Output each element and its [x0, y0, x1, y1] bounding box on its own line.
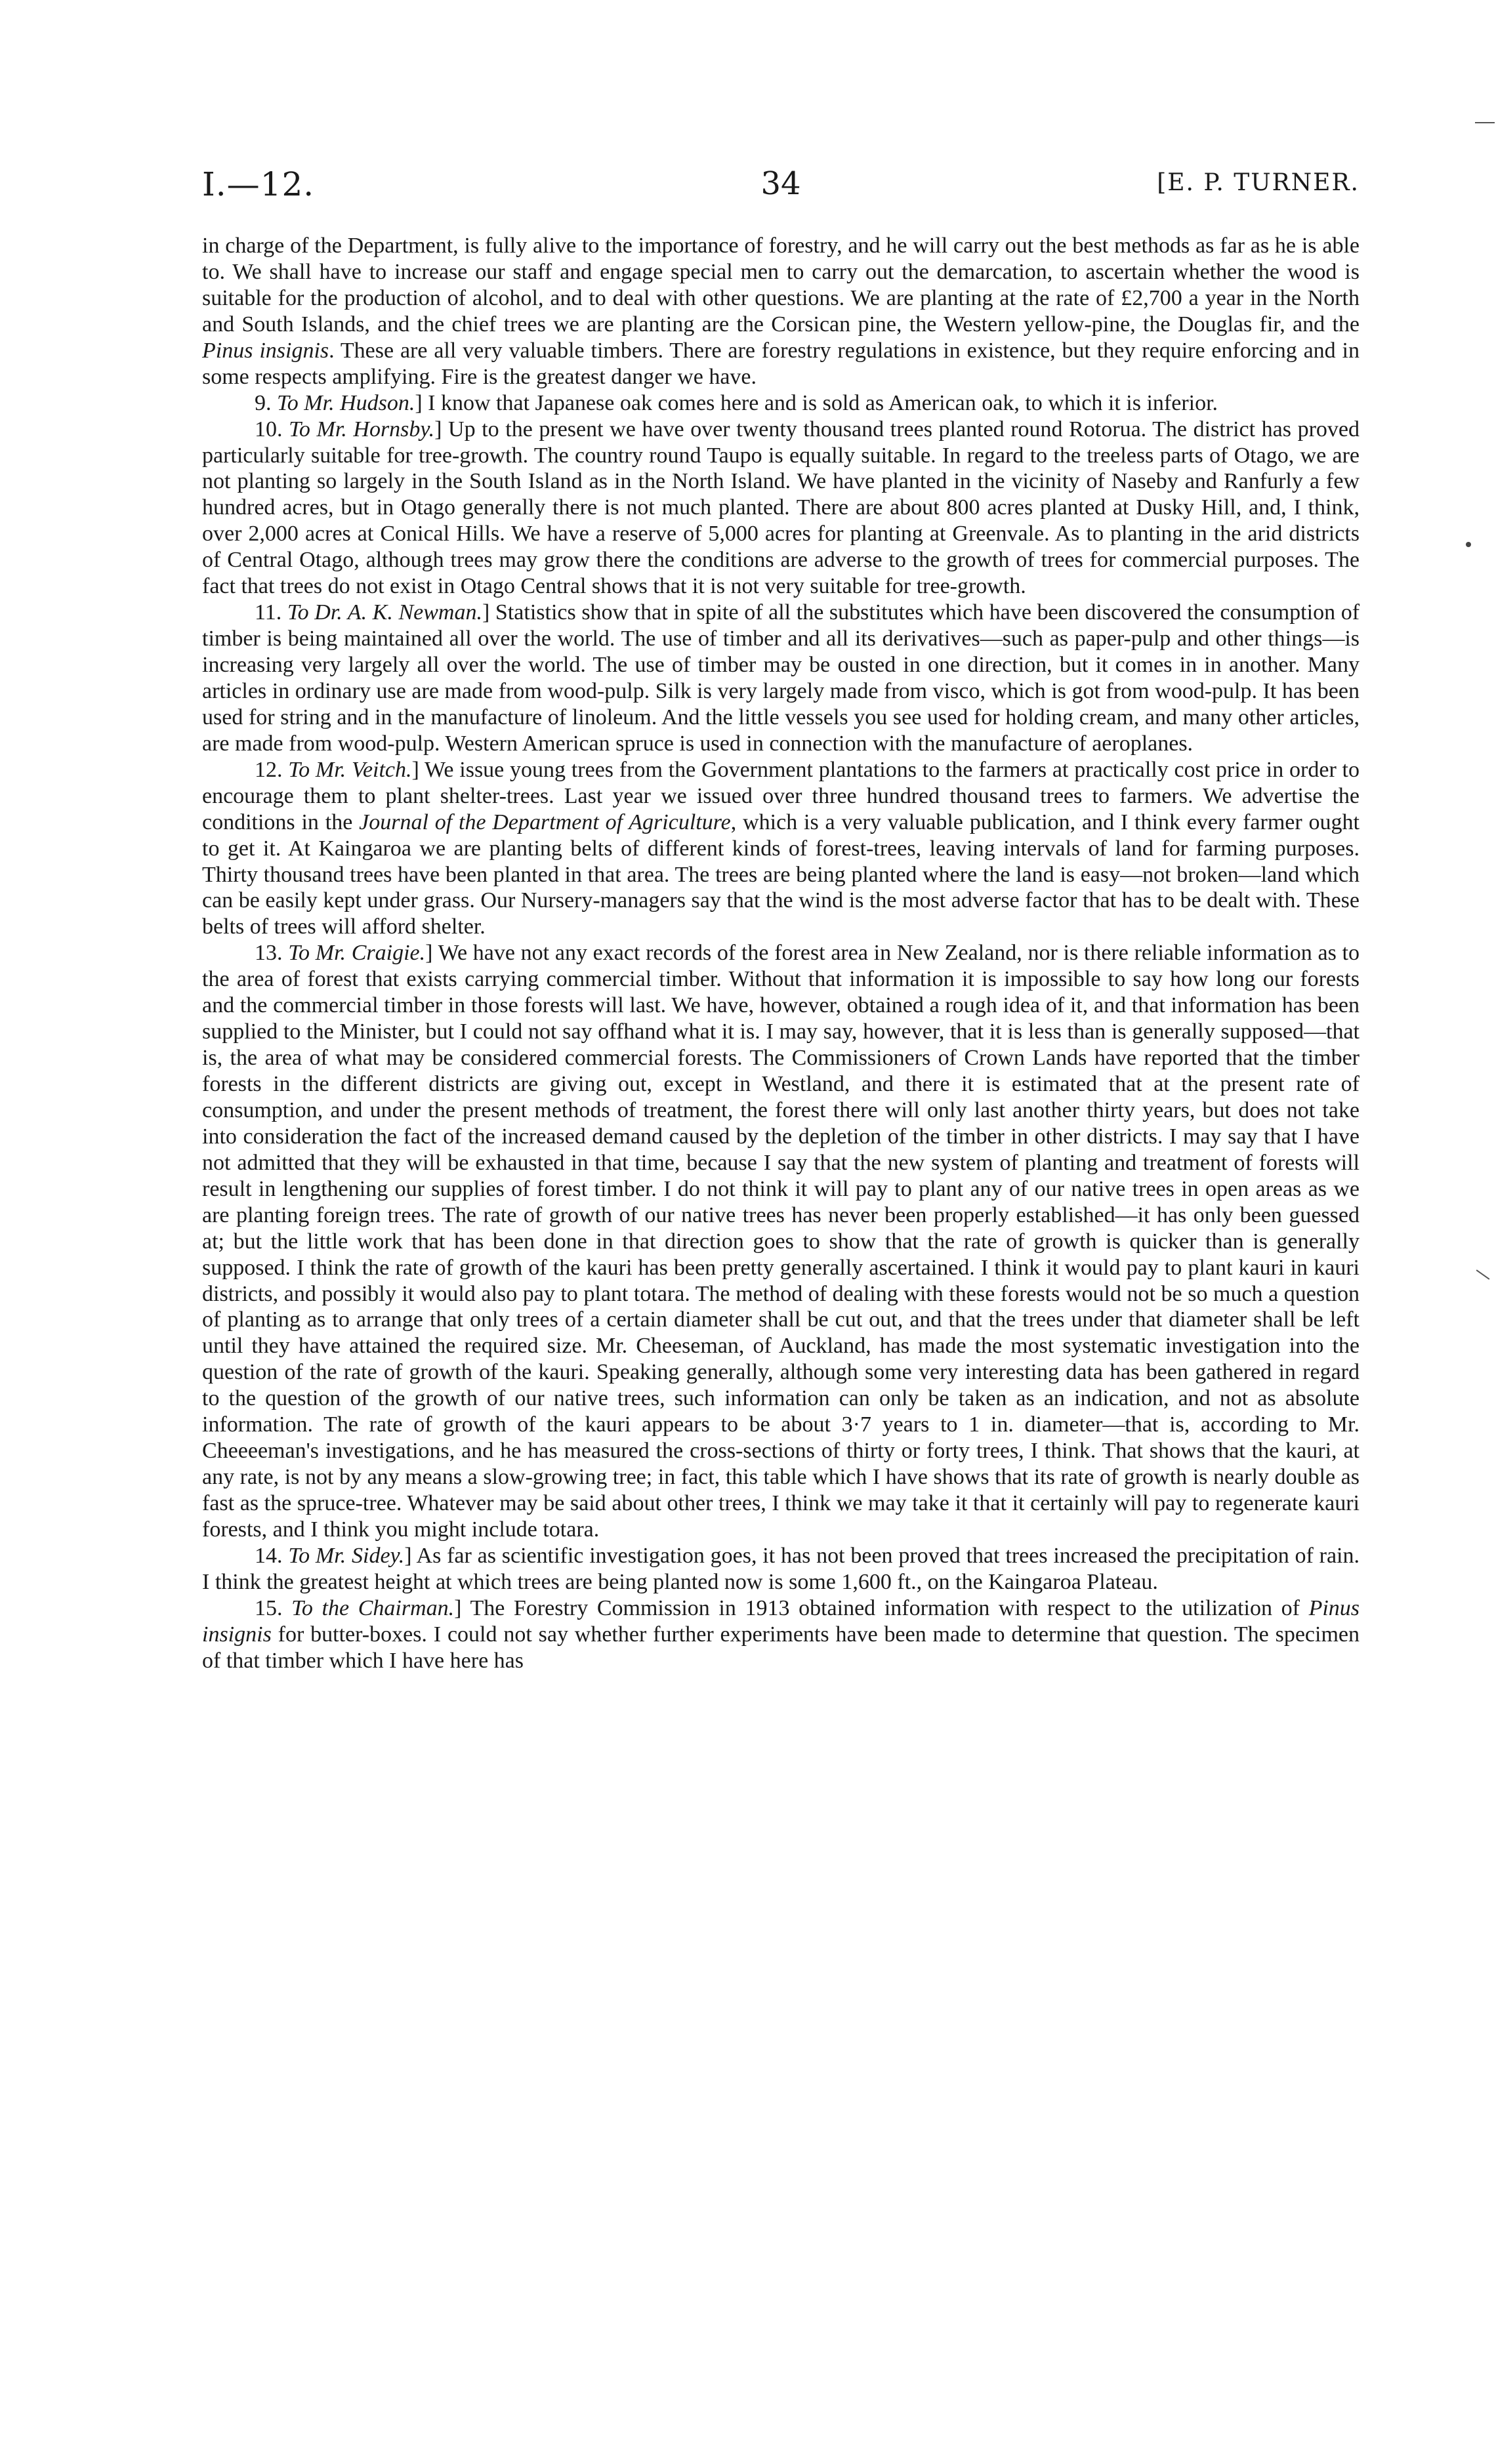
- page-header: [202, 165, 1360, 211]
- margin-mark: [1475, 122, 1495, 123]
- parliamentary-paper-reference: I.—12.: [202, 165, 315, 203]
- witness-name: [E. P. TURNER.: [1157, 169, 1360, 196]
- paragraph-13: 13. To Mr. Craigie.] We have not any exact records of the forest area in New Zealand, nor is there reliable information as to the area of forest that exists carrying commercial timber. Without that information it is impossible to say how long our forests and the commercial timber in those forests will last. We have, however, obtained a rough idea of it, and that information has been supplied to the Minister, but I could not say offhand what it is. I may say, however, that it is less than is generally supposed—that is, the area of what may be considered commercial forests. The Commissioners of Crown Lands have reported that the timber forests in the different districts are giving out, except in Westland, and there it is estimated that at the present rate of consumption, and under the present methods of treatment, the forest there will only last another thirty years, but does not take into consideration the fact of the increased demand caused by the depletion of the timber in other districts. I may say that I have not admitted that they will be exhausted in that time, because I say that the new system of planting and treatment of forests will result in lengthening our supplies of forest timber. I do not think it will pay to plant any of our native trees in open areas as we are planting foreign trees. The rate of growth of our native trees has never been properly established—it has only been guessed at; but the little work that has been done in that direction goes to show that the rate of growth is quicker than is generally supposed. I think the rate of growth of the kauri has been pretty generally ascertained. I think it would pay to plant kauri in kauri districts, and possibly it would also pay to plant totara. The method of dealing with these forests would not be so much a question of planting as to arrange that only trees of a certain diameter shall be cut out, and that the trees under that diameter shall be left until they have attained the required size. Mr. Cheeseman, of Auckland, has made the most systematic investigation into the question of the rate of growth of the kauri. Speaking generally, although some very interesting data has been gathered in regard to the question of the growth of our native trees, such information can only be taken as an indication, and not as absolute information. The rate of growth of the kauri appears to be about 3·7 years to 1 in. diameter—that is, according to Mr. Cheeeeman's investigations, and he has measured the cross-sections of thirty or forty trees, I think. That shows that the kauri, at any rate, is not by any means a slow-growing tree; in fact, this table which I have shows that its rate of growth is nearly double as fast as the spruce-tree. Whatever may be said about other trees, I think we may take it that it certainly will pay to regenerate kauri forests, and I think you might include totara.: [202, 941, 1360, 1542]
- paragraph-14: 14. To Mr. Sidey.] As far as scientific investigation goes, it has not been proved that trees increased the precipitation of rain. I think the greatest height at which trees are being planted now is some 1,600 ft., on the Kaingaroa Plateau.: [202, 1543, 1360, 1594]
- page-number: 34: [760, 165, 801, 202]
- paragraph-10: 10. To Mr. Hornsby.] Up to the present we have over twenty thousand trees planted round Rotorua. The district has proved particularly suitable for tree-growth. The country round Taupo is equally suitable. In regard to the treeless parts of Otago, we are not planting so largely in the South Island as in the North Island. We have planted in the vicinity of Naseby and Ranfurly a few hundred acres, but in Otago generally there is not much planted. There are about 800 acres planted at Dusky Hill, and, I think, over 2,000 acres at Conical Hills. We have a reserve of 5,000 acres for planting at Greenvale. As to planting in the arid districts of Central Otago, although trees may grow there the conditions are adverse to the growth of trees for commercial purposes. The fact that trees do not exist in Otago Central shows that it is not very suitable for tree-growth.: [202, 417, 1360, 599]
- margin-dot: [1466, 542, 1471, 547]
- paragraph-15: 15. To the Chairman.] The Forestry Commission in 1913 obtained information with respect to the utilization of Pinus insignis for butter-boxes. I could not say whether further experiments have been made to determine that question. The specimen of that timber which I have here has: [202, 1595, 1360, 1673]
- margin-mark: [1476, 1269, 1490, 1279]
- opening-paragraph: in charge of the Department, is fully alive to the importance of forestry, and he will carry out the best methods as far as he is able to. We shall have to increase our staff and engage special men to carry out the demarcation, to ascertain whether the wood is suitable for the production of alcohol, and to deal with other questions. We are planting at the rate of £2,700 a year in the North and South Islands, and the chief trees we are planting are the Corsican pine, the Western yellow-pine, the Douglas fir, and the Pinus insignis. These are all very valuable timbers. There are forestry regulations in existence, but they require enforcing and in some respects amplifying. Fire is the greatest danger we have.: [202, 234, 1360, 389]
- paragraph-9: 9. To Mr. Hudson.] I know that Japanese oak comes here and is sold as American oak, to which it is inferior.: [255, 390, 1218, 415]
- paragraph-11: 11. To Dr. A. K. Newman.] Statistics show that in spite of all the substitutes which have been discovered the consumption of timber is being maintained all over the world. The use of timber and all its derivatives—such as paper-pulp and other things—is increasing very largely all over the world. The use of timber may be ousted in one direction, but it comes in in another. Many articles in ordinary use are made from wood-pulp. Silk is very largely made from visco, which is got from wood-pulp. It has been used for string and in the manufacture of linoleum. And the little vessels you see used for holding cream, and many other articles, are made from wood-pulp. Western American spruce is used in connection with the manufacture of aeroplanes.: [202, 600, 1360, 756]
- paragraph-12: 12. To Mr. Veitch.] We issue young trees from the Government plantations to the farmers at practically cost price in order to encourage them to plant shelter-trees. Last year we issued over three hundred thousand trees to farmers. We advertise the conditions in the Journal of the Department of Agriculture, which is a very valuable publication, and I think every farmer ought to get it. At Kaingaroa we are planting belts of different kinds of forest-trees, leaving intervals of land for farming purposes. Thirty thousand trees have been planted in that area. The trees are being planted where the land is easy—not broken—land which can be easily kept under grass. Our Nursery-managers say that the wind is the most adverse factor that has to be dealt with. These belts of trees will afford shelter.: [202, 757, 1360, 939]
- body-text: [202, 233, 1360, 1674]
